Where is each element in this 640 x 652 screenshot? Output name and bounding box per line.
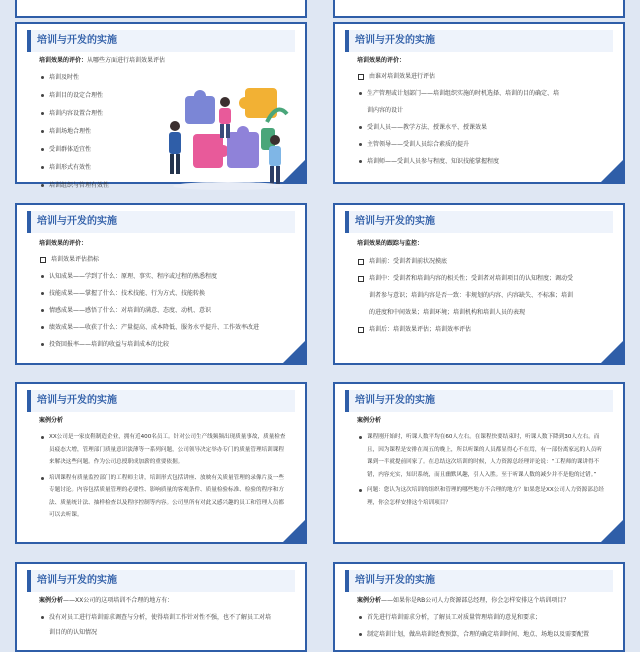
slide-header xyxy=(27,211,295,233)
slide-header xyxy=(27,30,295,52)
previous-slide-strip-left xyxy=(15,0,307,18)
lead-line: 培训效果的评价： xyxy=(357,57,406,64)
list-item: 绩效成果——收获了什么：产量提高、成本降低、服务水平提升、工作效率改进 xyxy=(39,321,291,334)
slide-corner-decoration xyxy=(601,160,623,182)
person-right-body xyxy=(269,146,281,166)
person-middle-head xyxy=(220,97,230,107)
list-item: 投资回报率——培训的收益与培训成本的比较 xyxy=(39,338,291,351)
slide-case-analysis-background xyxy=(15,382,307,544)
lead-label: 培训效果的评价： xyxy=(39,57,88,64)
list-item: 培训中：受训者和培训内容的相关性；受训者对培训项目的认知程度；调动受 xyxy=(357,272,609,285)
lead-rest: ——XX公司的这项培训不合理的地方有： xyxy=(63,597,174,604)
person-right-head xyxy=(270,135,280,145)
slide-title: 培训与开发的实施 xyxy=(37,575,117,586)
lead-line xyxy=(39,54,291,67)
slide-corner-decoration xyxy=(283,341,305,363)
slide-corner-decoration xyxy=(601,341,623,363)
list-item: 培训形式有效性 xyxy=(39,161,291,174)
slide-case-problems xyxy=(15,562,307,652)
slide-case-solutions xyxy=(333,562,625,652)
list-item-continued: 训者参与意识；培训内容是否一致：非规划的内容、内容缺失、不标准；培训 xyxy=(369,292,574,299)
lead-label: 案例分析 xyxy=(39,597,64,604)
lead-line xyxy=(39,594,291,607)
slide-corner-decoration xyxy=(283,160,305,182)
lead-line xyxy=(357,594,609,607)
slide-header xyxy=(27,390,295,412)
slide-title: 培训与开发的实施 xyxy=(37,216,117,227)
lead-line: 培训效果的评价： xyxy=(39,240,88,247)
list-item-continued: 的进度和中间效果；培训环境；培训机构和培训人员的表现 xyxy=(369,309,526,316)
paragraph: 培训课程有质量监控部门的工程师主讲，培训形式包括讲座、放映有关质量管理的录像片及一些专题讨论。内容包括质量管理的必要性、影响质量的客观条件、质量检验标准、检验的程序和方法、质量统计法、抽样检查以及程序控制等内容。公司里所有对此又感兴趣的员工和管理人员都可以去听课。 xyxy=(39,472,287,522)
slide-tracking-monitoring xyxy=(333,203,625,365)
slide-corner-decoration xyxy=(601,520,623,542)
slide-title: 培训与开发的实施 xyxy=(355,35,435,46)
slide-header xyxy=(345,30,613,52)
lead-label: 案例分析 xyxy=(357,597,382,604)
list-item: 没有对员工进行培训需求调查与分析，使得培训工作针对性不强，也不了解员工对培 xyxy=(39,611,291,624)
lead-rest: ——如果你是RB公司人力资源部总经理，你会怎样安排这个培训项目？ xyxy=(381,597,570,604)
lead-line: 案例分析 xyxy=(357,417,382,424)
list-item: 受训人员——教学方法、授课水平、授课效果 xyxy=(357,121,609,134)
lead-rest: 从哪些方面进行培训效果评估 xyxy=(87,57,166,64)
person-middle-body xyxy=(219,108,231,124)
slide-title: 培训与开发的实施 xyxy=(37,35,117,46)
slide-corner-decoration xyxy=(283,520,305,542)
question: 问题：您认为这次培训的组织和管理的哪些地方不合理的地方？如果您是XX公司人力资源部总经理，你会怎样安排这个培训项目？ xyxy=(357,484,605,509)
list-item: 培训组织与管理有效性 xyxy=(39,179,291,192)
person-left-head xyxy=(170,121,180,131)
list-item: 培训场地合理性 xyxy=(39,125,291,138)
list-item: 技能成果——掌握了什么：技术技能、行为方式、技能转换 xyxy=(39,287,291,300)
list-item: 培训及时性 xyxy=(39,71,291,84)
slide-title: 培训与开发的实施 xyxy=(355,575,435,586)
slide-evaluators xyxy=(333,22,625,184)
list-item: 情感成果——感悟了什么：对培训的满意、态度、动机、意识 xyxy=(39,304,291,317)
list-item-continued: 训目的的认知情况 xyxy=(49,629,98,636)
list-item: 生产管理或计划部门——培训组织实施的时机选择、培训的目的确定、培 xyxy=(357,87,609,100)
list-item: 认知成果——学到了什么：原理、事实、程序或过程的熟悉程度 xyxy=(39,270,291,283)
slide-evaluation-aspects xyxy=(15,22,307,189)
paragraph: XX公司是一家皮鞋制造企业，拥有近400名员工。针对公司生产线频频出现质量事故，质量检查员疲态大增，管理部门质量意识淡薄等一系列问题，公司领导决定举办专门的质量管理培训课程来解决这些问题。作为公司总授职成加薪的重要依据。 xyxy=(39,431,287,469)
list-item: 培训后：培训效果评估；培训效率评估 xyxy=(357,323,609,336)
lead-line: 培训效果的跟踪与监控： xyxy=(357,240,424,247)
puzzle-team-illustration xyxy=(163,82,293,192)
list-item: 培训目的设定合理性 xyxy=(39,89,291,102)
list-item: 培训效果评估指标 xyxy=(39,253,291,266)
list-item: 培训师——受训人员参与程度、知识技能掌握程度 xyxy=(357,155,609,168)
list-item: 主管领导——受训人员综合素质的提升 xyxy=(357,138,609,151)
list-item: 制定培训计划，做出培训经费预算，合理的确定培训时间、地点、场地以及需要配置 xyxy=(357,628,609,641)
slide-title: 培训与开发的实施 xyxy=(37,395,117,406)
list-item: 由谁对培训效果进行评估 xyxy=(357,70,609,83)
slide-title: 培训与开发的实施 xyxy=(355,395,435,406)
list-item: 首先进行培训需求分析，了解员工对质量管理培训的意见和要求； xyxy=(357,611,609,624)
person-left-body xyxy=(169,132,181,154)
list-item: 受训群体适宜性 xyxy=(39,143,291,156)
list-item: 培训前：受训者训前状况摸底 xyxy=(357,255,609,268)
slide-header xyxy=(345,570,613,592)
slide-header xyxy=(345,390,613,412)
slide-case-analysis-question xyxy=(333,382,625,544)
paragraph: 课程刚开始时，听课人数平均在60人左右。在课程快要结束时，听课人数下降到30人左右。而且，因为课程是安排在周五的晚上，所以听课的人员都显得心不在焉，有一部份离家远的人员听课到一半就提前回家了。在总结这次培训的时候，人力资源总经理评论说：“工程师的课讲得不错，内容充实，知识系统，而且幽默风趣，引人入胜。至于听课人数的减少并不是他的过错。” xyxy=(357,431,605,481)
list-item-continued: 训内容的设计 xyxy=(367,107,404,114)
slide-evaluation-indicators xyxy=(15,203,307,365)
list-item: 培训内容设置合理性 xyxy=(39,107,291,120)
slide-header xyxy=(27,570,295,592)
previous-slide-strip-right xyxy=(333,0,625,18)
slide-header xyxy=(345,211,613,233)
lead-line: 案例分析 xyxy=(39,417,64,424)
slide-title: 培训与开发的实施 xyxy=(355,216,435,227)
